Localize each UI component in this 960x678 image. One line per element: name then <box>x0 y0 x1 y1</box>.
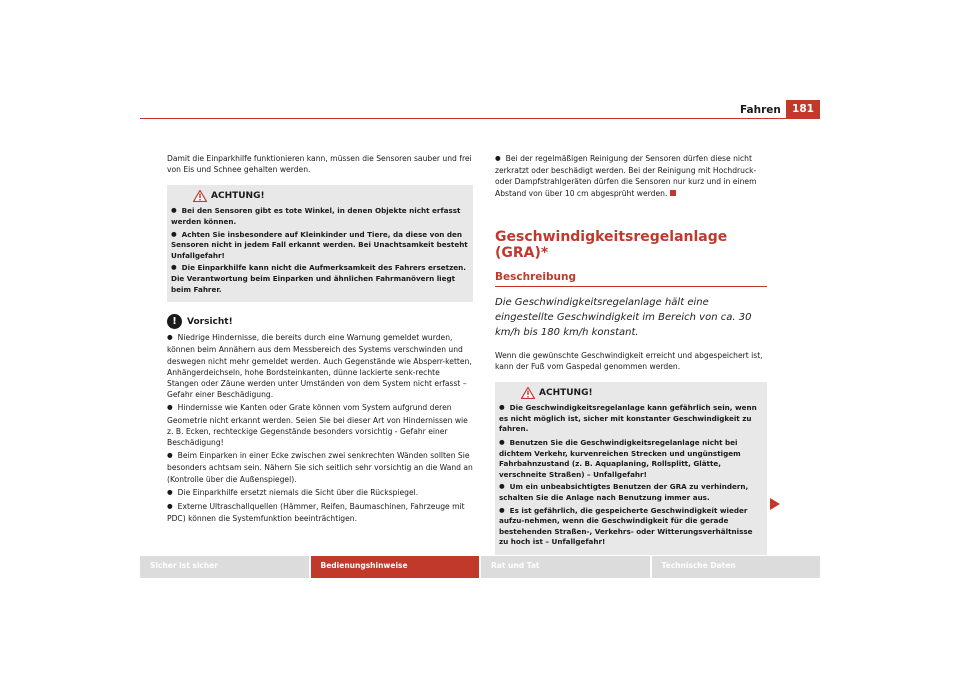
warning-item: ● Benutzen Sie die Geschwindigkeitsregelanlage nicht bei dichtem Verkehr, kurvenreichen Strecken und ungünstigem Fahrbahnzustand (z. B. Aquaplaning, Rollsplitt, Glätte, verschneite Straßen) – Unfallgefahr! <box>499 438 763 480</box>
page-header-title: Fahren <box>740 104 781 116</box>
warning-box-parking <box>167 185 473 302</box>
warning-triangle-icon <box>193 190 207 202</box>
caution-item: ● Die Einparkhilfe ersetzt niemals die Sicht über die Rückspiegel. <box>167 487 473 499</box>
continue-arrow-icon <box>770 498 780 510</box>
intro-paragraph: Damit die Einparkhilfe funktionieren kann, müssen die Sensoren sauber und frei von Eis und Schnee gehalten werden. <box>167 154 472 175</box>
left-column <box>167 153 473 526</box>
warning-item: ● Die Einparkhilfe kann nicht die Aufmerksamkeit des Fahrers ersetzen. Die Verantwortung beim Einparken und ähnlichen Fahrmanövern liegt beim Fahrer. <box>171 263 469 295</box>
caution-title: Vorsicht! <box>187 316 233 327</box>
section-end-marker <box>670 190 676 196</box>
footer-tab-rat-und-tat[interactable]: Rat und Tat <box>481 556 650 578</box>
warning-title: ACHTUNG! <box>539 388 593 399</box>
caution-item: ● Hindernisse wie Kanten oder Grate können vom System aufgrund deren Geometrie nicht erkannt werden. Seien Sie bei dieser Art von Hindernissen wie z. B. Ecken, rechteckige Gegenstände besonders vorsichtig - Gefahr einer Beschädigung! <box>167 402 473 448</box>
warning-item: ● Bei den Sensoren gibt es tote Winkel, in denen Objekte nicht erfasst werden können. <box>171 206 469 227</box>
section-title: Geschwindigkeitsregelanlage (GRA)* <box>495 228 728 261</box>
warning-box-gra <box>495 382 767 555</box>
body-paragraph: Wenn die gewünschte Geschwindigkeit erreicht und abgespeichert ist, kann der Fuß vom Gaspedal genommen werden. <box>495 350 763 372</box>
warning-item: ● Es ist gefährlich, die gespeicherte Geschwindigkeit wieder aufzu-nehmen, wenn die Geschwindigkeit für die gerade bestehenden Straßen-, Verkehrs- oder Witterungsverhältnisse zu hoch ist – Unfallgefahr! <box>499 506 763 548</box>
warning-title: ACHTUNG! <box>211 191 265 202</box>
lead-paragraph: Die Geschwindigkeitsregelanlage hält eine eingestellte Geschwindigkeit im Bereich von ca. 30 km/h bis 180 km/h konstant. <box>495 296 752 338</box>
subsection-title: Beschreibung <box>495 271 767 287</box>
caution-item: ● Beim Einparken in einer Ecke zwischen zwei senkrechten Wänden sollten Sie besonders achtsam sein. Nähern Sie sich seitlich sehr vorsichtig an die Wand an (Kontrolle über die Außenspiegel). <box>167 450 473 485</box>
warning-item: ● Achten Sie insbesondere auf Kleinkinder und Tiere, da diese von den Sensoren nicht in jedem Fall erkannt werden. Bei Unachtsamkeit besteht Unfallgefahr! <box>171 230 469 262</box>
footer-nav <box>140 556 820 578</box>
exclamation-circle-icon: ! <box>167 314 182 329</box>
header-rule <box>140 118 820 119</box>
page-number: 181 <box>786 100 820 119</box>
footer-tab-bedienungshinweise[interactable]: Bedienungshinweise <box>311 556 480 578</box>
warning-intro: ● Die Geschwindigkeitsregelanlage kann gefährlich sein, wenn es nicht möglich ist, sicher mit konstanter Geschwindigkeit zu fahren. <box>499 403 763 435</box>
cleaning-note: ● Bei der regelmäßigen Reinigung der Sensoren dürfen diese nicht zerkratzt oder beschädigt werden. Bei der Reinigung mit Hochdruck- oder Dampfstrahlgeräten dürfen die Sensoren nur kurz und in einem Abstand von über 10 cm abgesprüht werden. <box>495 153 767 199</box>
right-column <box>495 153 767 563</box>
caution-item: ● Externe Ultraschallquellen (Hämmer, Reifen, Baumaschinen, Fahrzeuge mit PDC) können die Systemfunktion beeinträchtigen. <box>167 501 473 524</box>
caution-item: ● Niedrige Hindernisse, die bereits durch eine Warnung gemeldet wurden, können beim Annähern aus dem Messbereich des Systems verschwinden und deswegen nicht mehr gemeldet werden. Auch Gegenstände wie Absperr-ketten, Anhängerdeichseln, hohe Bordsteinkanten, dünne lackierte senk-rechte Stangen oder Zäune werden unter Umständen von dem System nicht erfasst – Gefahr einer Beschädigung. <box>167 332 473 400</box>
footer-tab-sicher[interactable]: Sicher ist sicher <box>140 556 309 578</box>
warning-triangle-icon <box>521 387 535 399</box>
footer-tab-technische-daten[interactable]: Technische Daten <box>652 556 821 578</box>
caution-heading <box>167 314 473 329</box>
warning-item: ● Um ein unbeabsichtigtes Benutzen der GRA zu verhindern, schalten Sie die Anlage nach Benutzung immer aus. <box>499 482 763 503</box>
